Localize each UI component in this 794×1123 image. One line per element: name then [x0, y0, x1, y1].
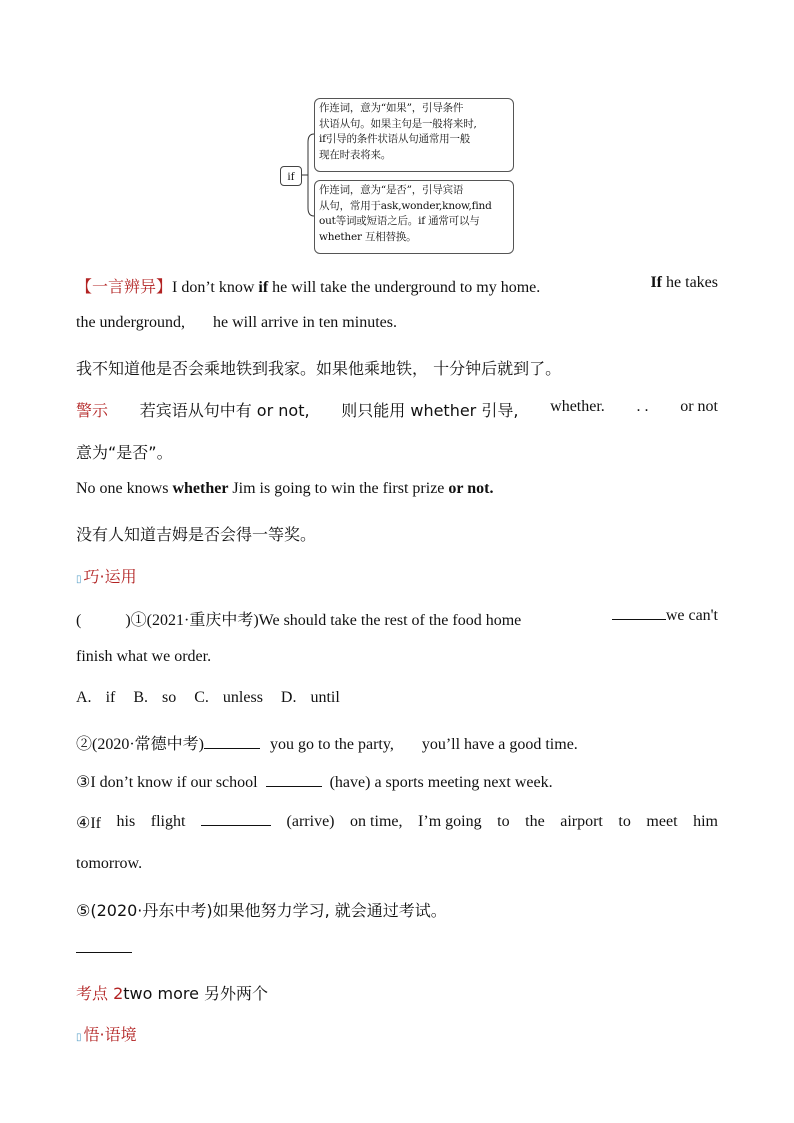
section-label: 巧·运用 [83, 567, 137, 586]
text: him [693, 813, 718, 830]
text: ④If [76, 815, 101, 832]
if-usage-diagram [278, 96, 518, 256]
bold-or-not: or not. [448, 480, 494, 497]
question-4-line-1 [76, 813, 718, 833]
distinguish-sentence-2-start [650, 274, 718, 297]
text: (have) a sports meeting next week. [329, 774, 553, 791]
section-label: 悟·语境 [83, 1025, 137, 1044]
fill-blank[interactable] [204, 736, 260, 749]
bold-whether: whether [172, 480, 229, 497]
distinguish-line-2 [76, 314, 718, 332]
text: meet [646, 813, 678, 830]
text: you go to the party, [270, 736, 394, 753]
section-marker-icon: ▯ [76, 574, 82, 585]
text: airport [560, 813, 603, 830]
question-1-line-1 [76, 607, 718, 630]
diagram-box-condition [314, 98, 514, 172]
box-line: if引导的条件状语从句通常用一般 [319, 133, 471, 145]
text: the [525, 813, 545, 830]
text: the underground, [76, 314, 186, 331]
text: he will arrive in ten minutes. [213, 314, 397, 331]
option-text[interactable]: until [310, 689, 340, 706]
fill-blank[interactable] [76, 940, 132, 953]
text: flight [150, 813, 186, 830]
text: or not [680, 398, 718, 415]
text: Jim is going to win the first prize [228, 480, 449, 497]
text: I don’t know [172, 279, 259, 296]
answer-paren-close: ) [125, 612, 131, 629]
question-4-line-2: tomorrow. [76, 855, 143, 872]
text: No one knows [76, 480, 173, 497]
q1-suffix [612, 607, 718, 630]
text: . . [636, 398, 649, 415]
distinguish-translation: 我不知道他是否会乘地铁到我家。如果他乘地铁， 十分钟后就到了。 [76, 359, 562, 378]
question-1-line-2: finish what we order. [76, 648, 212, 665]
text: to [497, 813, 510, 830]
point-tag: 考点 2 [76, 984, 124, 1003]
text: ③I don’t know if our school [76, 774, 258, 791]
question-5-answer [76, 940, 718, 958]
fill-blank[interactable] [612, 607, 666, 620]
text: ②(2020·常德中考) [76, 736, 204, 753]
option-text[interactable]: if [105, 689, 116, 706]
box-line: 从句，常用于ask,wonder,know,find [319, 199, 492, 212]
text: his [116, 813, 136, 830]
option-text[interactable]: unless [222, 689, 263, 706]
question-5: ⑤(2020·丹东中考)如果他努力学习, 就会通过考试。 [76, 901, 447, 920]
text: ①(2021·重庆中考)We should take the rest of the food home [130, 612, 522, 629]
text: you’ll have a good time. [421, 736, 578, 753]
box-line: 现在时表将来。 [319, 148, 392, 161]
text: whether. [550, 398, 605, 415]
box-line: whether 互相替换。 [319, 230, 417, 243]
point-2-heading [76, 981, 718, 1004]
question-1-options [76, 689, 718, 707]
text: we can't [665, 607, 718, 624]
option-text[interactable]: so [162, 689, 177, 706]
diagram-box-whether [314, 180, 514, 254]
distinguish-tag: 【一言辨异】 [76, 277, 173, 296]
option-letter: B. [133, 689, 149, 706]
q1-prefix [76, 607, 521, 630]
text: I’m going [418, 813, 482, 830]
distinguish-line-1 [76, 274, 718, 297]
fill-blank[interactable] [201, 813, 271, 826]
distinguish-sentence-1 [76, 274, 540, 297]
text: he takes [662, 274, 718, 291]
answer-paren-open: ( [76, 612, 82, 629]
text: 若宾语从句中有 or not, [139, 401, 310, 420]
question-3 [76, 772, 718, 792]
section-marker-icon: ▯ [76, 1032, 82, 1043]
bold-if: if [258, 279, 269, 296]
text: on time, [350, 813, 403, 830]
section-context [76, 1022, 718, 1045]
box-line: 作连词，意为“是否”，引导宾语 [319, 184, 464, 196]
warning-line-2: 意为“是否”。 [76, 443, 173, 462]
diagram-root-if: if [280, 166, 302, 186]
text: 则只能用 whether 引导, [341, 401, 519, 420]
bold-if: If [650, 274, 663, 291]
warning-example-translation: 没有人知道吉姆是否会得一等奖。 [76, 525, 317, 544]
box-line: out等词或短语之后。if 通常可以与 [319, 215, 480, 227]
fill-blank[interactable] [266, 774, 322, 787]
warning-example [76, 480, 718, 498]
text: (arrive) [286, 813, 335, 830]
warning-line-1 [76, 398, 718, 421]
point-text: two more 另外两个 [123, 984, 269, 1003]
section-practice [76, 564, 718, 587]
box-line: 状语从句。如果主句是一般将来时, [319, 117, 477, 130]
question-2 [76, 731, 718, 754]
text: he will take the underground to my home. [268, 279, 541, 296]
option-letter: A. [76, 689, 92, 706]
box-line: 作连词，意为“如果”，引导条件 [319, 102, 464, 114]
option-letter: C. [194, 689, 209, 706]
text: to [618, 813, 631, 830]
option-letter: D. [280, 689, 297, 706]
warning-tag: 警示 [76, 401, 109, 420]
